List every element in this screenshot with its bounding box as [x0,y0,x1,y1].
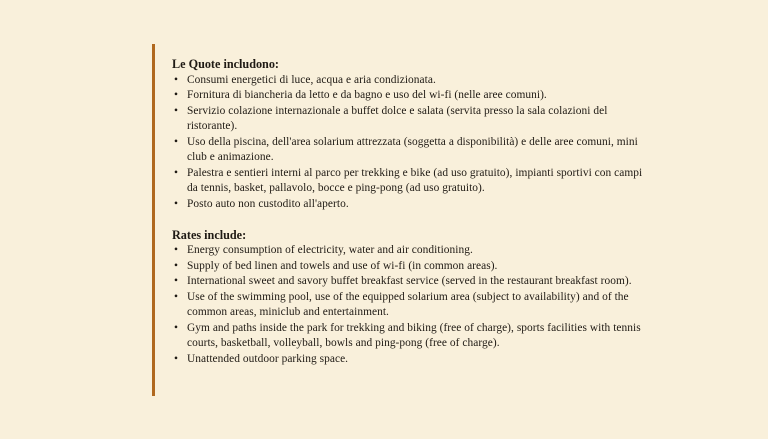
list-item: • Posto auto non custodito all'aperto. [172,197,652,213]
list-item: • Uso della piscina, dell'area solarium attrezzata (soggetta a disponibilità) e delle aree comuni, mini club e animazione. [172,135,652,166]
list-item: • Energy consumption of electricity, water and air conditioning. [172,243,652,259]
italian-inclusions-list [172,73,652,213]
italian-section-title: Le Quote includono: [172,57,279,71]
list-item: • Unattended outdoor parking space. [172,352,652,368]
list-item: • Palestra e sentieri interni al parco per trekking e bike (ad uso gratuito), impianti sportivi con campi da tennis, basket, pallavolo, bocce e ping-pong (ad uso gratuito). [172,166,652,197]
english-section-title: Rates include: [172,227,247,242]
list-item: • Fornitura di biancheria da letto e da bagno e uso del wi-fi (nelle aree comuni). [172,88,652,104]
list-item: • Consumi energetici di luce, acqua e aria condizionata. [172,73,652,89]
section-spacer [172,212,652,228]
english-inclusions-list [172,243,652,367]
rates-info-block [152,44,652,396]
list-item: • Supply of bed linen and towels and use of wi-fi (in common areas). [172,259,652,275]
list-item: • International sweet and savory buffet breakfast service (served in the restaurant breakfast room). [172,274,652,290]
list-item: • Use of the swimming pool, use of the equipped solarium area (subject to availability) and of the common areas, miniclub and entertainment. [172,290,652,321]
list-item: • Gym and paths inside the park for trekking and biking (free of charge), sports facilities with tennis courts, basketball, volleyball, bowls and ping-pong (free of charge). [172,321,652,352]
list-item: • Servizio colazione internazionale a buffet dolce e salata (servita presso la sala colazioni del ristorante). [172,104,652,135]
